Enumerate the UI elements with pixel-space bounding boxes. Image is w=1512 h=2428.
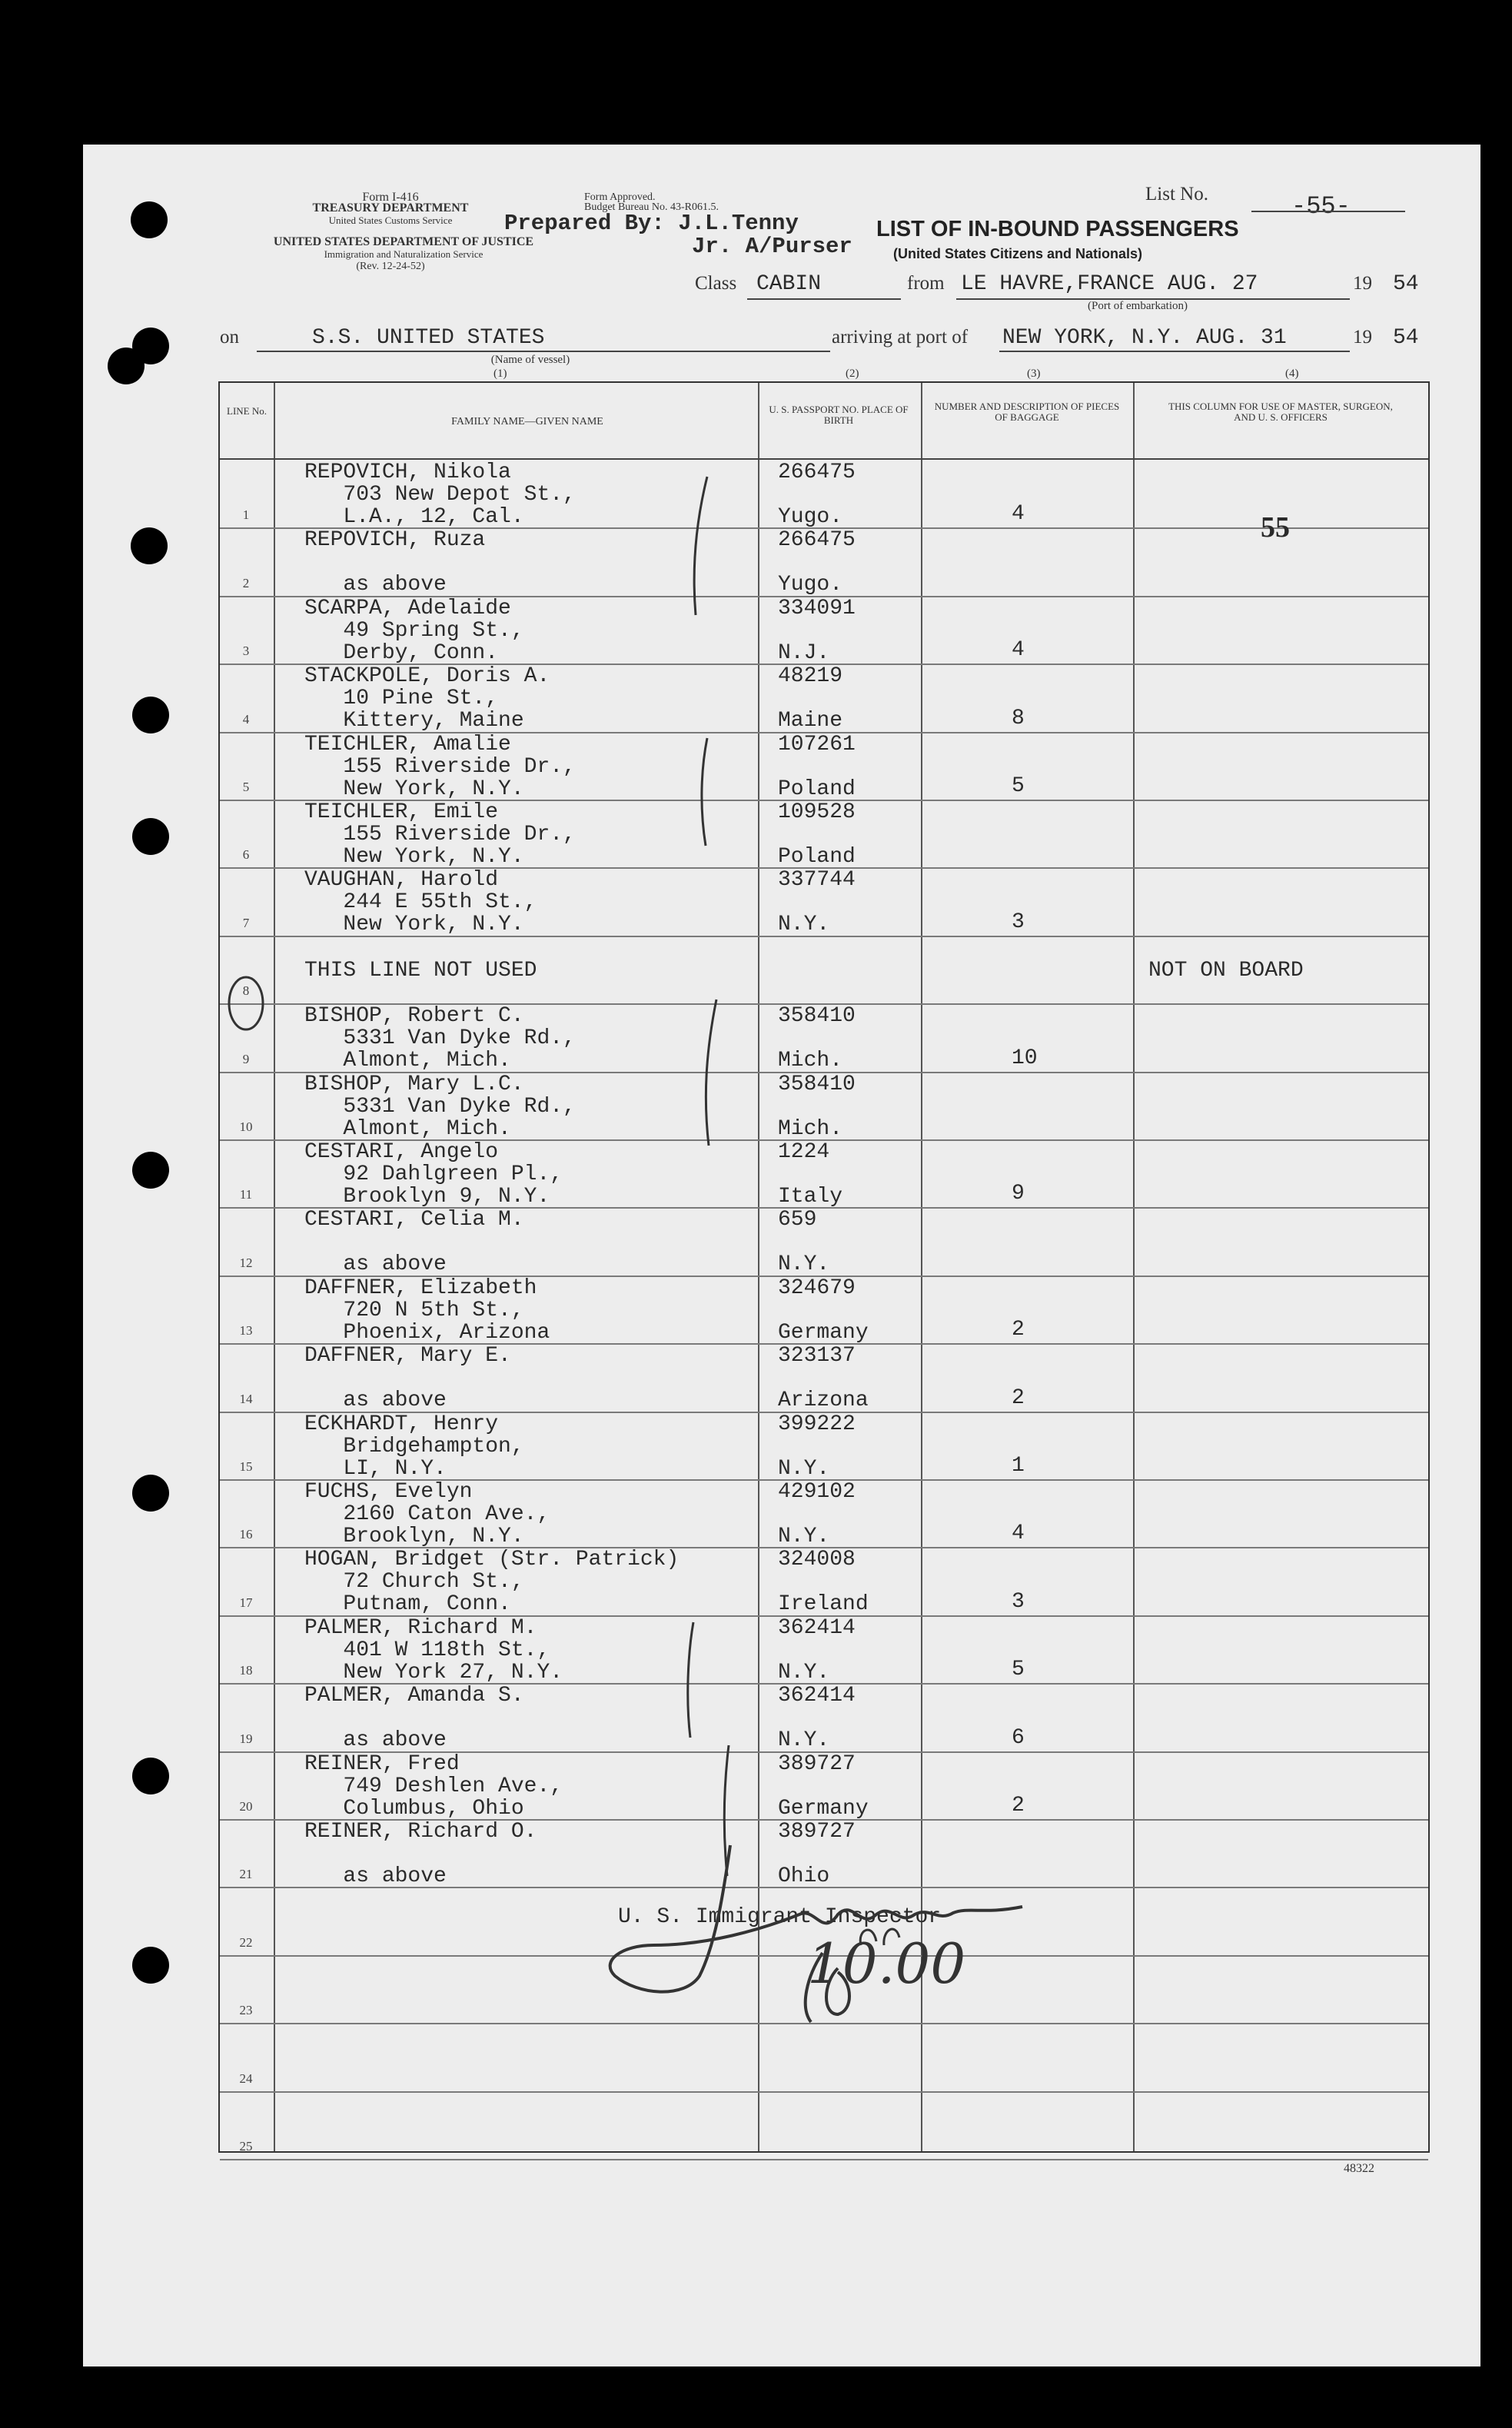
passenger-name-address: STACKPOLE, Doris A. 10 Pine St., Kittery, Maine (304, 664, 550, 733)
line-number: 18 (239, 1663, 253, 1678)
arriving-value: NEW YORK, N.Y. AUG. 31 (1002, 326, 1287, 350)
passenger-name-address: CESTARI, Celia M. as above (304, 1208, 524, 1277)
passport-birthplace: 358410 Mich. (778, 1004, 856, 1073)
baggage-count: 3 (1012, 1589, 1025, 1614)
passenger-name-address: REINER, Richard O. as above (304, 1820, 537, 1888)
punch-hole (132, 1758, 169, 1794)
inspector-signature (592, 1830, 1053, 2030)
col1-number: (1) (493, 368, 507, 380)
year-arrival: 54 (1393, 326, 1419, 350)
line-number: 25 (239, 2139, 253, 2154)
passenger-name-address: BISHOP, Mary L.C. 5331 Van Dyke Rd., Almont, Mich. (304, 1072, 576, 1141)
prepared-by: Prepared By: J.L.Tenny (504, 211, 799, 236)
punch-hole (132, 697, 169, 733)
passport-birthplace: 362414 N.Y. (778, 1615, 856, 1685)
punch-hole (132, 1152, 169, 1189)
passenger-name-address: TEICHLER, Emile 155 Riverside Dr., New York, N.Y. (304, 800, 576, 869)
passport-birthplace: 266475 Yugo. (778, 461, 856, 529)
line-number: 12 (239, 1255, 253, 1270)
inspector-label: U. S. Immigrant Inspector (618, 1905, 942, 1929)
baggage-count: 9 (1012, 1182, 1025, 1206)
line-number: 11 (239, 1187, 253, 1202)
form-number: Form I-416 (362, 191, 419, 204)
header-officers: THIS COLUMN FOR USE OF MASTER, SURGEON, AND U. S. OFFICERS (1168, 401, 1393, 423)
line-number: 19 (239, 1731, 253, 1746)
line-number: 5 (242, 780, 250, 794)
line-number: 13 (239, 1323, 253, 1339)
line-number: 3 (242, 644, 250, 659)
passport-birthplace: 389727 Ohio (778, 1820, 856, 1888)
passport-birthplace: 362414 N.Y. (778, 1684, 856, 1753)
passport-birthplace: 109528 Poland (778, 800, 856, 869)
baggage-count: 4 (1012, 638, 1025, 663)
baggage-count: 6 (1012, 1725, 1025, 1750)
agency-justice: UNITED STATES DEPARTMENT OF JUSTICE (273, 235, 534, 248)
line-number: 24 (239, 2070, 253, 2086)
baggage-count: 4 (1012, 502, 1025, 527)
punch-hole (132, 1947, 169, 1984)
officer-notes: 55 (1261, 511, 1290, 544)
vessel-name: S.S. UNITED STATES (312, 326, 545, 350)
passenger-name-address: VAUGHAN, Harold 244 E 55th St., New York, N.Y. (304, 868, 537, 937)
agency-ins: Immigration and Naturalization Service (324, 248, 484, 260)
passenger-name-address: PALMER, Richard M. 401 W 118th St., New York 27, N.Y. (304, 1615, 563, 1685)
form-revision: (Rev. 12-24-52) (356, 261, 425, 272)
port-embarkation-label: (Port of embarkation) (1088, 300, 1188, 312)
line-number: 14 (239, 1391, 253, 1406)
passport-birthplace: 334091 N.J. (778, 596, 856, 665)
passenger-name-address: THIS LINE NOT USED (304, 958, 537, 983)
passport-birthplace: 48219 Maine (778, 664, 843, 733)
line-number: 23 (239, 2003, 253, 2018)
passenger-name-address: HOGAN, Bridget (Str. Patrick) 72 Church St., Putnam, Conn. (304, 1548, 680, 1617)
passenger-name-address: FUCHS, Evelyn 2160 Caton Ave., Brooklyn, N.Y. (304, 1480, 550, 1548)
line-number: 1 (242, 507, 250, 523)
passport-birthplace: 399222 N.Y. (778, 1412, 856, 1481)
passport-birthplace: 1224 Italy (778, 1140, 843, 1209)
line-number: 8 (242, 983, 250, 999)
col2-number: (2) (846, 368, 859, 380)
line-number: 21 (239, 1867, 253, 1882)
year-prefix: 19 (1353, 273, 1372, 294)
passport-birthplace: 323137 Arizona (778, 1344, 869, 1413)
punch-hole (131, 527, 168, 564)
line-number: 16 (239, 1527, 253, 1542)
baggage-count: 5 (1012, 774, 1025, 798)
baggage-count: 2 (1012, 1318, 1025, 1342)
row-divider (220, 2091, 1428, 2093)
punch-hole (108, 348, 145, 384)
list-title: LIST OF IN-BOUND PASSENGERS (876, 217, 1239, 241)
passenger-name-address: SCARPA, Adelaide 49 Spring St., Derby, Conn. (304, 596, 524, 665)
year-prefix-2: 19 (1353, 327, 1372, 348)
on-label: on (220, 327, 239, 348)
line-number: 10 (239, 1119, 253, 1134)
header-passport: U. S. PASSPORT NO. PLACE OF BIRTH (769, 404, 909, 426)
baggage-count: 8 (1012, 706, 1025, 730)
passenger-name-address: PALMER, Amanda S. as above (304, 1684, 524, 1753)
line-number: 17 (239, 1595, 253, 1610)
officer-notes: NOT ON BOARD (1148, 958, 1304, 983)
form-approved: Form Approved. (584, 191, 656, 203)
vessel-label: (Name of vessel) (490, 354, 570, 366)
line-number: 6 (242, 847, 250, 863)
arriving-label: arriving at port of (832, 327, 969, 348)
passenger-name-address: REPOVICH, Ruza as above (304, 528, 486, 597)
header-line-no: LINE No. (227, 405, 267, 417)
line-number: 9 (242, 1051, 250, 1066)
agency-customs: United States Customs Service (328, 215, 453, 226)
baggage-count: 1 (1012, 1454, 1025, 1478)
line-number: 15 (239, 1459, 253, 1474)
passport-birthplace: 107261 Poland (778, 732, 856, 801)
passport-birthplace: 337744 N.Y. (778, 868, 856, 937)
prepared-title: Jr. A/Purser (692, 234, 852, 259)
baggage-count: 3 (1012, 910, 1025, 934)
line-number: 22 (239, 1934, 253, 1950)
passport-birthplace: 324008 Ireland (778, 1548, 869, 1617)
passenger-name-address: ECKHARDT, Henry Bridgehampton, LI, N.Y. (304, 1412, 524, 1481)
passenger-name-address: DAFFNER, Mary E. as above (304, 1344, 511, 1413)
passport-birthplace: 324679 Germany (778, 1276, 869, 1345)
year-embarkation: 54 (1393, 272, 1419, 296)
passenger-name-address: TEICHLER, Amalie 155 Riverside Dr., New York, N.Y. (304, 732, 576, 801)
from-label: from (907, 273, 945, 294)
line-number: 2 (242, 575, 250, 590)
header-family-name: FAMILY NAME—GIVEN NAME (451, 416, 603, 427)
line-number: 7 (242, 915, 250, 930)
class-value: CABIN (756, 272, 822, 296)
baggage-count: 2 (1012, 1794, 1025, 1818)
baggage-count: 10 (1012, 1046, 1038, 1070)
passenger-name-address: CESTARI, Angelo 92 Dahlgreen Pl., Brooklyn 9, N.Y. (304, 1140, 563, 1209)
col3-number: (3) (1027, 368, 1041, 380)
row-divider (220, 2159, 1428, 2160)
punch-hole (132, 1475, 169, 1512)
line-number: 20 (239, 1799, 253, 1814)
passenger-name-address: DAFFNER, Elizabeth 720 N 5th St., Phoenix, Arizona (304, 1276, 550, 1345)
baggage-count: 5 (1012, 1658, 1025, 1682)
class-label: Class (695, 273, 737, 294)
passport-birthplace: 659 N.Y. (778, 1208, 830, 1277)
baggage-count: 2 (1012, 1385, 1025, 1410)
baggage-count: 4 (1012, 1522, 1025, 1546)
header-baggage: NUMBER AND DESCRIPTION OF PIECES OF BAGGAGE (934, 401, 1120, 423)
list-number-value: -55- (1291, 192, 1351, 221)
passport-birthplace: 429102 N.Y. (778, 1480, 856, 1548)
list-number-label: List No. (1145, 184, 1208, 205)
handwritten-fee-mark: 10.00 (807, 1931, 966, 1996)
line-number: 4 (242, 711, 250, 727)
passport-birthplace: 389727 Germany (778, 1751, 869, 1821)
form-stock-number: 48322 (1344, 2162, 1374, 2175)
punch-hole (131, 201, 168, 238)
passport-birthplace: 358410 Mich. (778, 1072, 856, 1141)
passenger-name-address: REPOVICH, Nikola 703 New Depot St., L.A., 12, Cal. (304, 461, 576, 529)
col4-number: (4) (1285, 368, 1299, 380)
from-value: LE HAVRE,FRANCE AUG. 27 (961, 272, 1258, 296)
budget-bureau: Budget Bureau No. 43-R061.5. (584, 201, 719, 213)
passport-birthplace: 266475 Yugo. (778, 528, 856, 597)
punch-hole (132, 818, 169, 855)
passenger-name-address: REINER, Fred 749 Deshlen Ave., Columbus, Ohio (304, 1751, 563, 1821)
passenger-name-address: BISHOP, Robert C. 5331 Van Dyke Rd., Almont, Mich. (304, 1004, 576, 1073)
agency-treasury: TREASURY DEPARTMENT (312, 201, 469, 215)
list-subtitle: (United States Citizens and Nationals) (893, 246, 1143, 261)
